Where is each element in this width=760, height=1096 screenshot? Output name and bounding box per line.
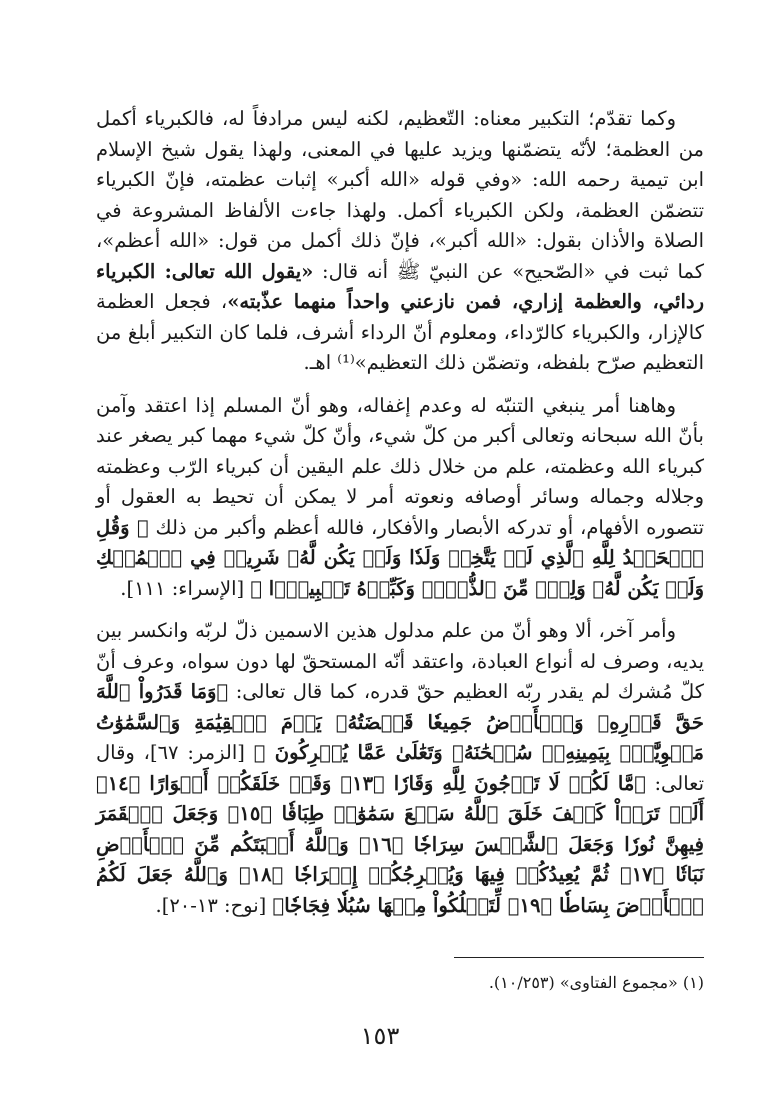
paragraph-1 bbox=[96, 104, 704, 379]
text-run: وهاهنا أمر ينبغي التنبّه له وعدم إغفاله، وهو أنّ المسلم إذا اعتقد وآمن بأنّ الله سبحانه وتعالى أكبر من كلّ شيء، وأنّ كلّ شيء مهما كبر يصغر عند كبرياء الله وعظمته، علم من خلال ذلك علم اليقين أن كبرياء الرّب وعظمته وجلاله وجماله وسائر أوصافه ونعوته أمر لا يمكن أن تحيط به العقول أو تتصوره الأفهام، أو تدركه الأبصار والأفكار، فالله أعظم وأكبر من ذلك bbox=[96, 393, 704, 539]
paragraph-2 bbox=[96, 391, 704, 605]
text-run: وكما تقدّم؛ التكبير معناه: التّعظيم، لكنه ليس مرادفاً له، فالكبرياء أكمل من العظمة؛ لأنّه يتضمّنها ويزيد عليها في المعنى، ولهذا يقول شيخ الإسلام ابن تيمية رحمه الله: «وفي قوله «الله أكبر» إثبات عظمته، فإنّ الكبرياء تتضمّن العظمة، ولكن الكبرياء أكمل. ولهذا جاءت الألفاظ المشروعة في الصلاة والأذان بقول: «الله أكبر»، فإنّ ذلك أكمل من قول: «الله أعظم»، كما ثبت في «الصّحيح» عن النبيّ ﷺ أنه قال: bbox=[96, 107, 704, 283]
text-run: ، فجعل العظمة كالإزار، والكبرياء كالرّداء، ومعلوم أنّ الرداء أشرف، فلما كان التكبير أبلغ من التعظيم صرّح بلفظه، وتضمّن ذلك التعظيم»⁽¹⁾ اهـ. bbox=[96, 290, 704, 374]
page-number: ١٥٣ bbox=[360, 1022, 400, 1050]
paragraph-3 bbox=[96, 616, 704, 921]
verse-reference: [الزمر: ٦٧]، وقال تعالى: bbox=[96, 741, 704, 795]
footnote-divider bbox=[454, 957, 704, 958]
footnote: (١) «مجموع الفتاوى» (١٠/٢٥٣). bbox=[488, 973, 704, 992]
text-run: وأمر آخر، ألا وهو أنّ من علم مدلول هذين الاسمين ذلّ لربّه وانكسر بين يديه، وصرف له أنواع العبادة، واعتقد أنّه المستحقّ لها دون سواه، وعرف أنّ كلّ مُشرك لم يقدر ربّه العظيم حقّ قدره، كما قال تعالى: bbox=[96, 619, 704, 703]
verse-reference: [نوح: ١٣-٢٠]. bbox=[155, 893, 273, 917]
quran-verse: ﴿ وَقُلِ ٱلۡحَمۡدُ لِلَّهِ ٱلَّذِي لَمۡ يَتَّخِذۡ وَلَدٗا وَلَمۡ يَكُن لَّهُۥ شَرِيكٞ فِي ٱلۡمُلۡكِ وَلَمۡ يَكُن لَّهُۥ وَلِيّٞ مِّنَ ٱلذُّلِّۖ وَكَبِّرۡهُ تَكۡبِيرَۢا ﴾ bbox=[96, 515, 704, 600]
verse-reference: [الإسراء: ١١١]. bbox=[120, 576, 251, 600]
body-text bbox=[96, 104, 704, 921]
quran-verse: ﴿وَمَا قَدَرُواْ ٱللَّهَ حَقَّ قَدۡرِهِۦ وَٱلۡأَرۡضُ جَمِيعٗا قَبۡضَتُهُۥ يَوۡمَ ٱلۡقِيَٰمَةِ وَٱلسَّمَٰوَٰتُ مَطۡوِيَّٰتُۢ بِيَمِينِهِۦۚ سُبۡحَٰنَهُۥ وَتَعَٰلَىٰ عَمَّا يُشۡرِكُونَ ﴾ bbox=[96, 680, 704, 764]
quran-verse: ﴿مَّا لَكُمۡ لَا تَرۡجُونَ لِلَّهِ وَقَارٗا ﴿١٣﴾ وَقَدۡ خَلَقَكُمۡ أَطۡوَارًا ﴿١٤﴾ أَلَمۡ تَرَوۡاْ كَيۡفَ خَلَقَ ٱللَّهُ سَبۡعَ سَمَٰوَٰتٖ طِبَاقٗا ﴿١٥﴾ وَجَعَلَ ٱلۡقَمَرَ فِيهِنَّ نُورٗا وَجَعَلَ ٱلشَّمۡسَ سِرَاجٗا ﴿١٦﴾ وَٱللَّهُ أَنۢبَتَكُم مِّنَ ٱلۡأَرۡضِ نَبَاتٗا ﴿١٧﴾ ثُمَّ يُعِيدُكُمۡ فِيهَا وَيُخۡرِجُكُمۡ إِخۡرَاجٗا ﴿١٨﴾ وَٱللَّهُ جَعَلَ لَكُمُ ٱلۡأَرۡضَ بِسَاطٗا ﴿١٩﴾ لِّتَسۡلُكُواْ مِنۡهَا سُبُلٗا فِجَاجٗا﴾ bbox=[96, 771, 705, 917]
hadith-quote: «يقول الله تعالى: الكبرياء ردائي، والعظمة إزاري، فمن نازعني واحداً منهما عذّبته» bbox=[96, 259, 705, 313]
